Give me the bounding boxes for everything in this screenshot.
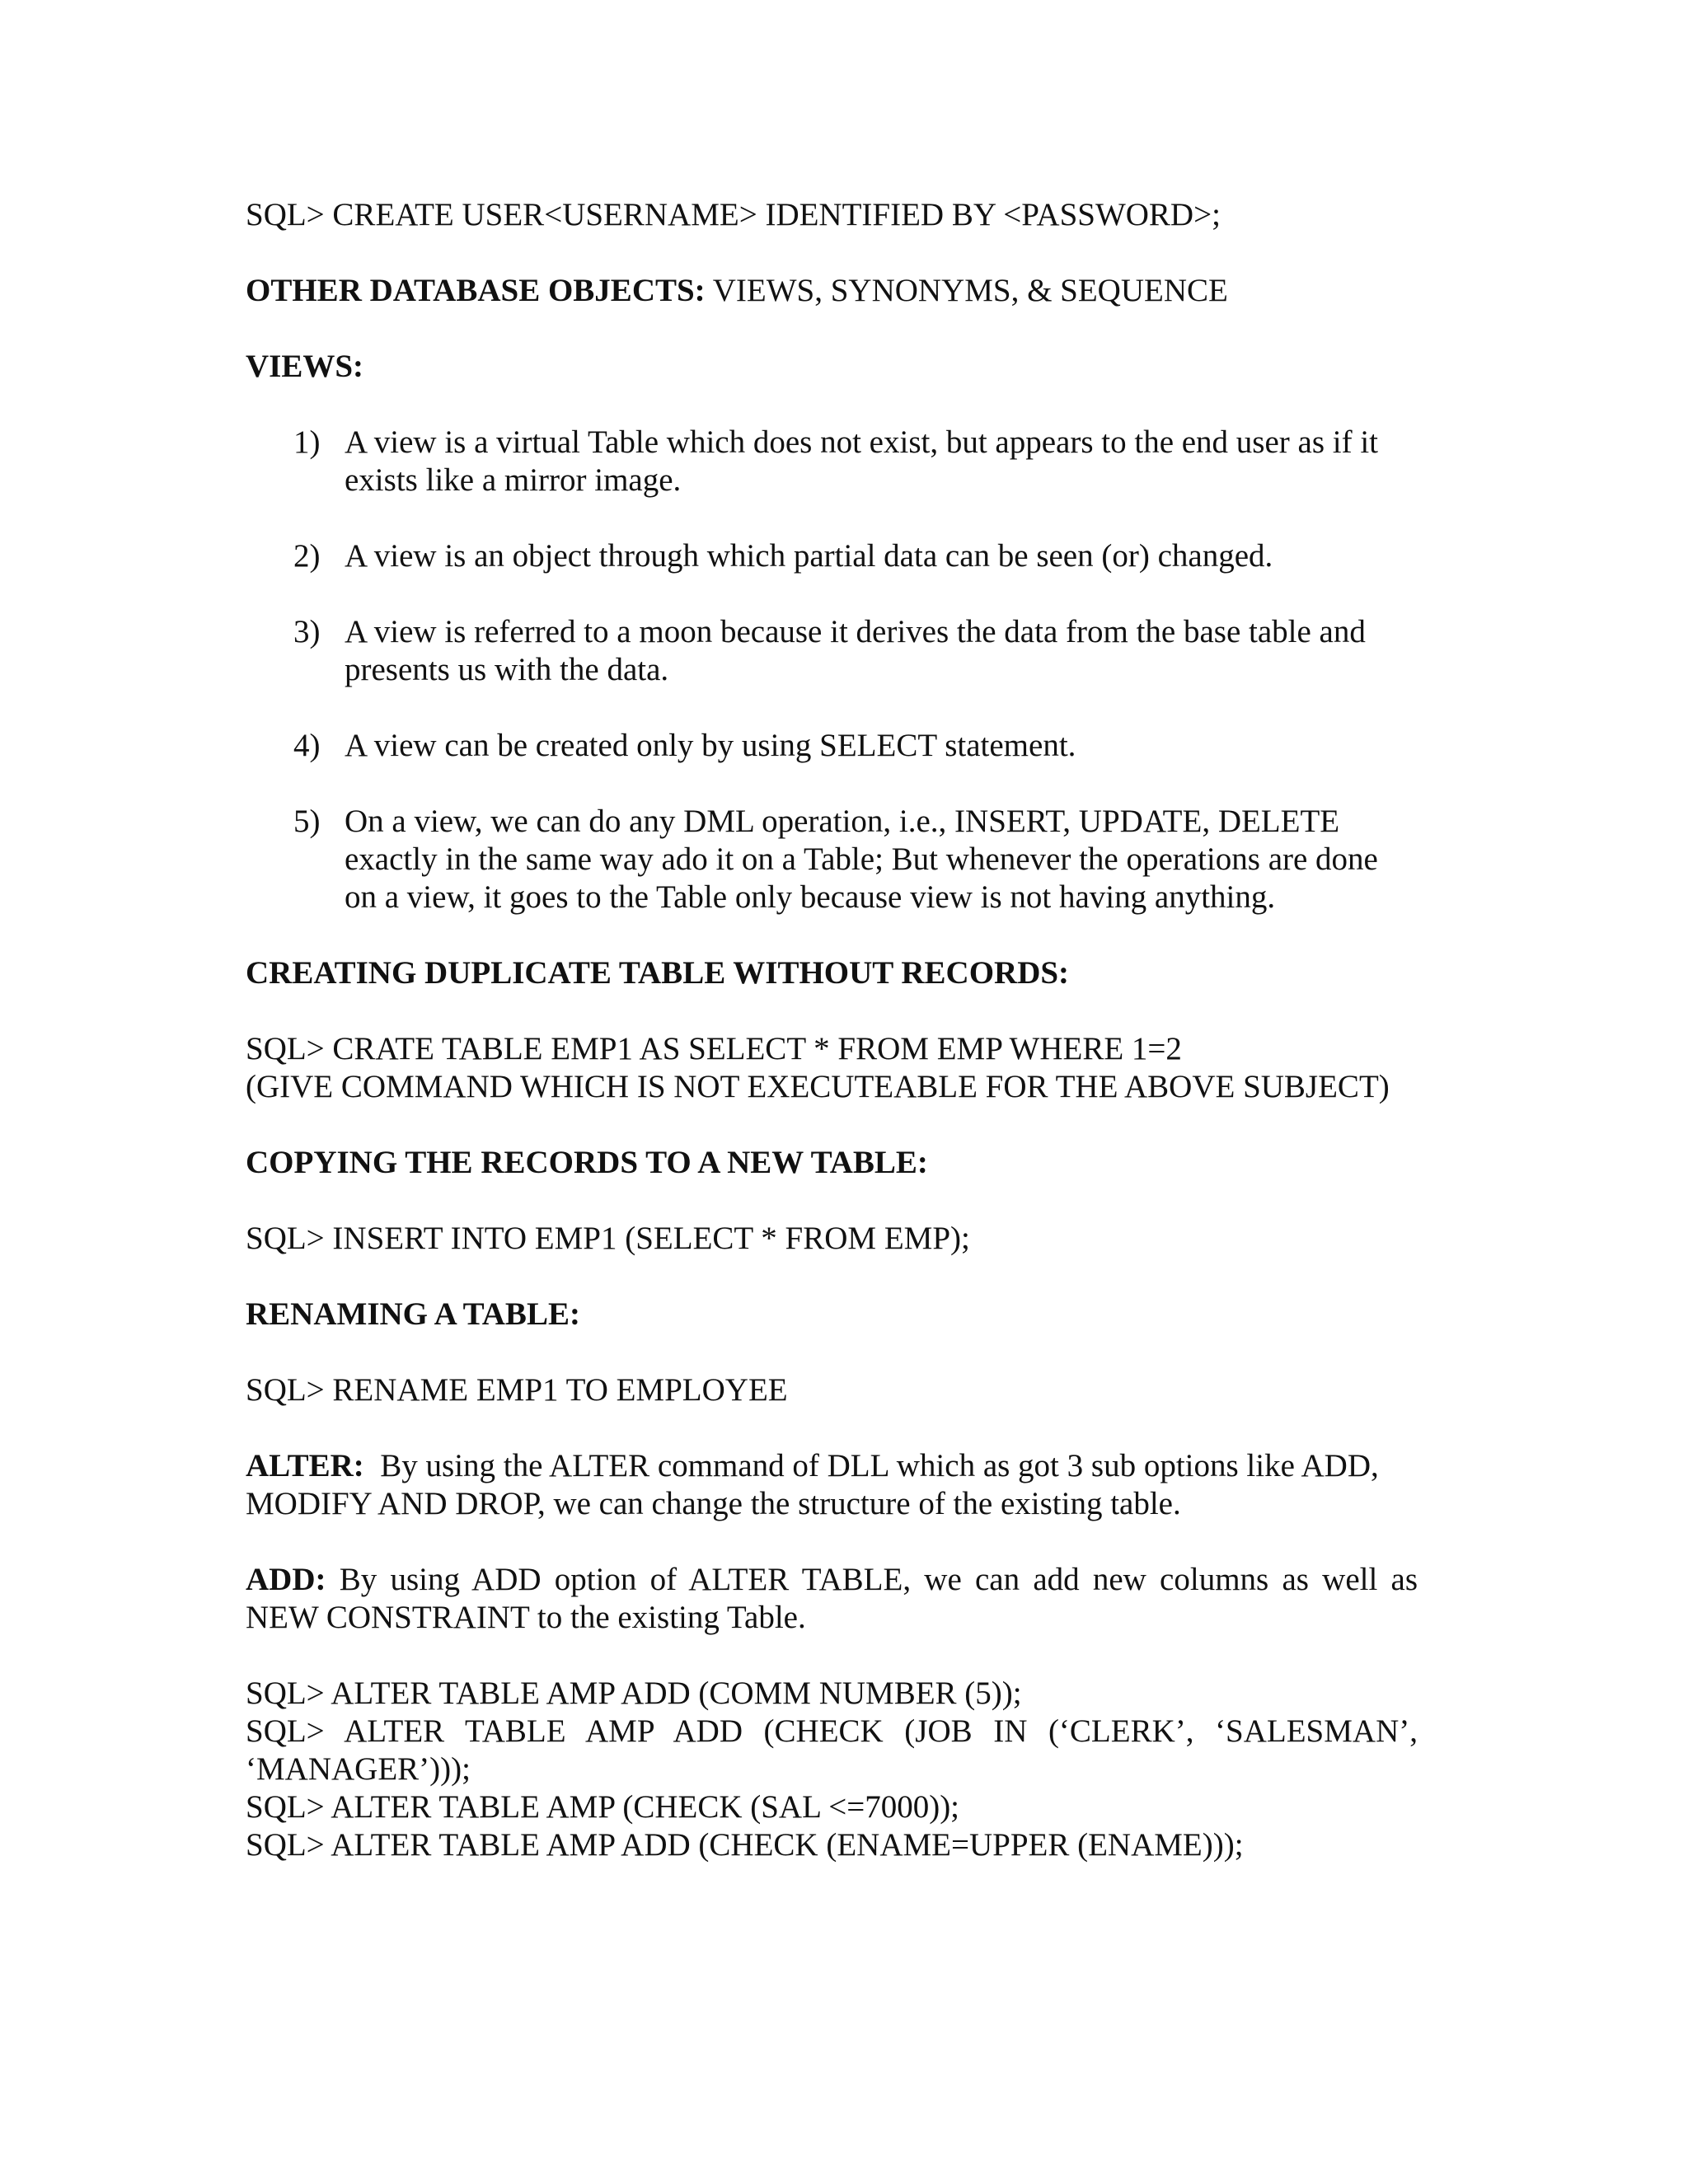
add-text: By using ADD option of ALTER TABLE, we can add new columns as well as NEW CONSTRAINT to the existing Table. (246, 1562, 1418, 1635)
add-label: ADD: (246, 1562, 326, 1597)
alter-sql-line: SQL> ALTER TABLE AMP ADD (CHECK (ENAME=UPPER (ENAME))); (246, 1827, 1244, 1863)
spacer (246, 234, 1418, 272)
list-item (246, 537, 1418, 575)
other-objects-text: VIEWS, SYNONYMS, & SEQUENCE (712, 273, 1228, 308)
list-item-text: On a view, we can do any DML operation, i.e., INSERT, UPDATE, DELETE exactly in the same way ado it on a Table; But whenever the operations are done on a view, it goes to the Table only because view is not having anything. (345, 804, 1378, 915)
alter-sql-line: SQL> ALTER TABLE AMP (CHECK (SAL <=7000)); (246, 1789, 960, 1825)
views-list (246, 424, 1418, 916)
duplicate-table-heading: CREATING DUPLICATE TABLE WITHOUT RECORDS: (246, 955, 1070, 991)
list-item (246, 613, 1418, 689)
list-item-number: 1) (293, 424, 321, 460)
list-item (246, 803, 1418, 916)
list-item-number: 4) (293, 728, 321, 763)
spacer (246, 1258, 1418, 1296)
create-user-sql: SQL> CREATE USER<USERNAME> IDENTIFIED BY <PASSWORD>; (246, 197, 1221, 232)
list-item (246, 727, 1418, 765)
list-item-text: A view is referred to a moon because it derives the data from the base table and presents us with the data. (345, 614, 1366, 687)
other-objects-heading: OTHER DATABASE OBJECTS: (246, 273, 706, 308)
views-heading: VIEWS: (246, 349, 364, 384)
alter-sql-line: SQL> ALTER TABLE AMP ADD (CHECK (JOB IN (‘CLERK’, ‘SALESMAN’, ‘MANAGER’))); (246, 1713, 1418, 1787)
list-item-number: 3) (293, 614, 321, 649)
renaming-heading: RENAMING A TABLE: (246, 1296, 580, 1332)
add-paragraph (246, 1561, 1418, 1637)
spacer (246, 1409, 1418, 1447)
other-objects-paragraph (246, 272, 1418, 310)
spacer (246, 310, 1418, 348)
copying-heading: COPYING THE RECORDS TO A NEW TABLE: (246, 1145, 928, 1180)
list-item-number: 2) (293, 538, 321, 574)
duplicate-table-note: (GIVE COMMAND WHICH IS NOT EXECUTEABLE FOR THE ABOVE SUBJECT) (246, 1069, 1390, 1104)
spacer (246, 386, 1418, 424)
spacer (246, 1333, 1418, 1371)
spacer (246, 992, 1418, 1030)
spacer (246, 1523, 1418, 1561)
list-item-text: A view is a virtual Table which does not exist, but appears to the end user as if it exists like a mirror image. (345, 424, 1379, 498)
renaming-sql: SQL> RENAME EMP1 TO EMPLOYEE (246, 1372, 788, 1408)
spacer (246, 1106, 1418, 1144)
alter-sql-line: SQL> ALTER TABLE AMP ADD (COMM NUMBER (5)); (246, 1675, 1022, 1711)
spacer (246, 1637, 1418, 1675)
spacer (246, 916, 1418, 954)
duplicate-table-sql: SQL> CRATE TABLE EMP1 AS SELECT * FROM EMP WHERE 1=2 (246, 1031, 1182, 1066)
copying-sql: SQL> INSERT INTO EMP1 (SELECT * FROM EMP); (246, 1221, 970, 1256)
list-item-text: A view is an object through which partial data can be seen (or) changed. (345, 538, 1273, 574)
alter-paragraph (246, 1447, 1418, 1523)
document-page (246, 196, 1418, 1864)
alter-text: By using the ALTER command of DLL which as got 3 sub options like ADD, MODIFY AND DROP, we can change the structure of the existing table. (246, 1448, 1379, 1521)
spacer (246, 1182, 1418, 1220)
list-item-text: A view can be created only by using SELECT statement. (345, 728, 1076, 763)
list-item-number: 5) (293, 804, 321, 839)
list-item (246, 424, 1418, 499)
alter-label: ALTER: (246, 1448, 364, 1483)
